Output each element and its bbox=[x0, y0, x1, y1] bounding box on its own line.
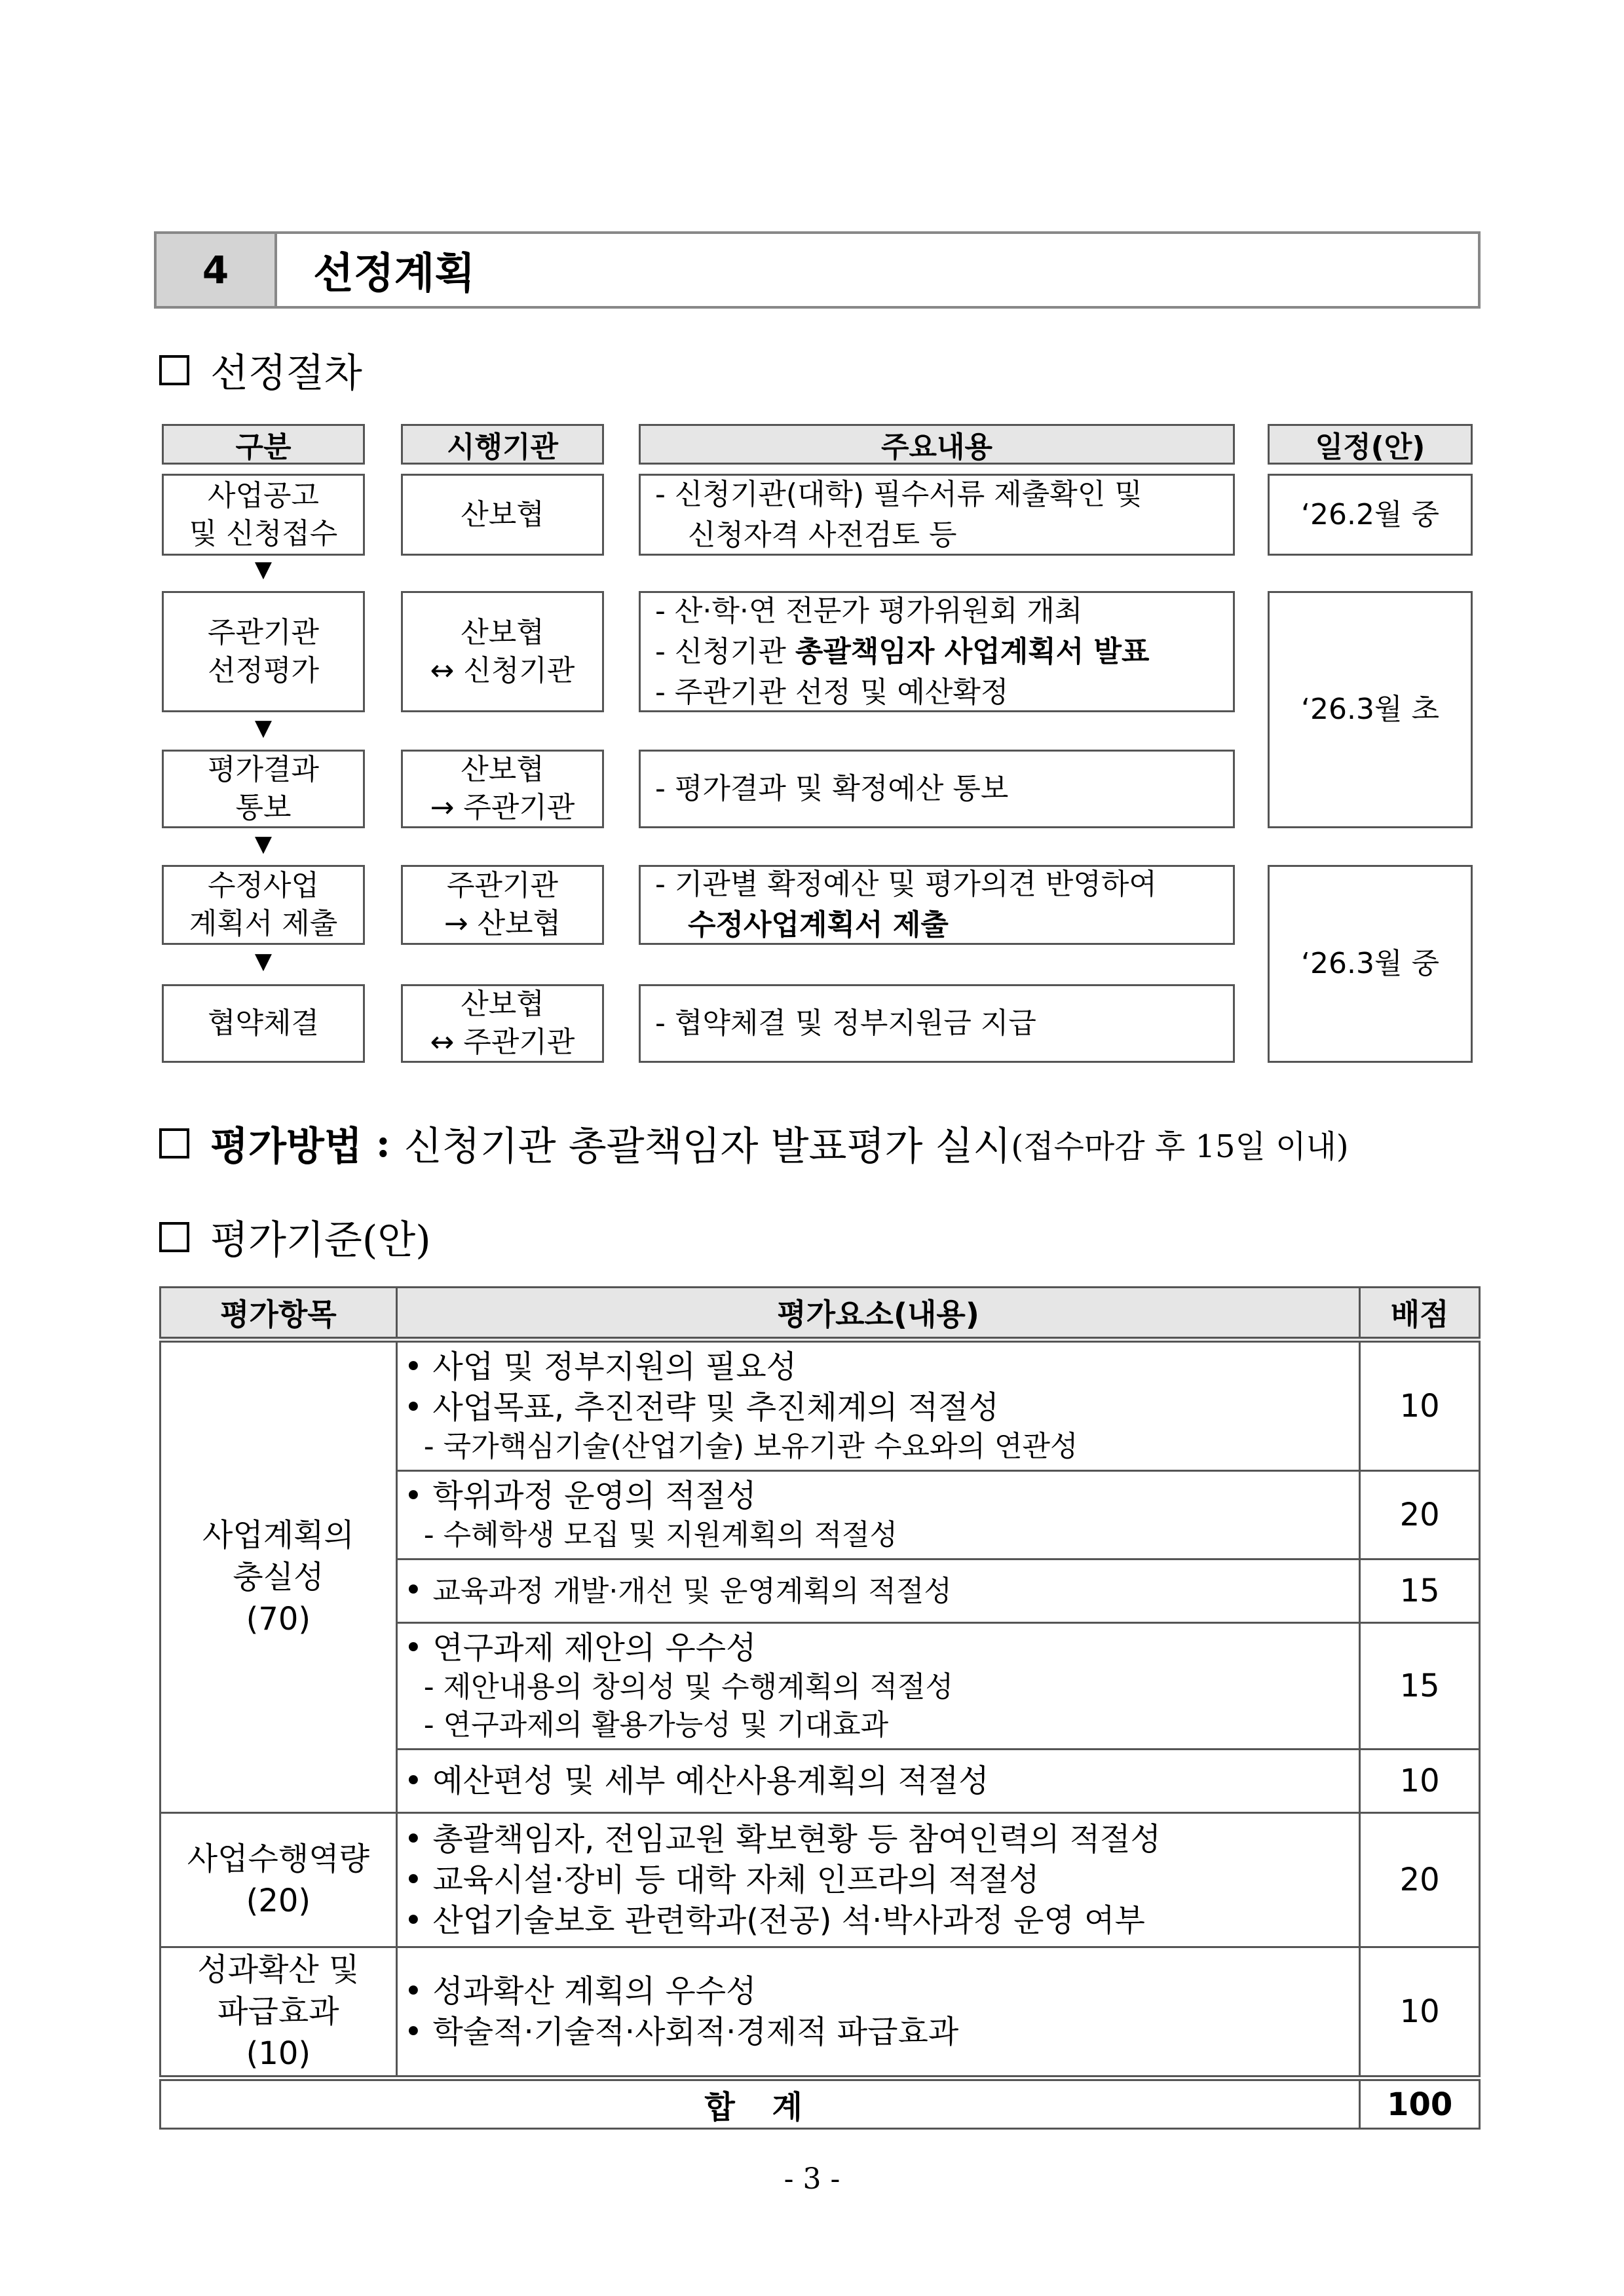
proc-agency-line: 산보협 bbox=[461, 497, 544, 531]
proc-agency-cell bbox=[401, 865, 604, 945]
bullet-item bbox=[404, 1628, 1353, 1668]
criteria-items-cell bbox=[396, 1340, 1360, 1471]
method-text: 신청기관 총괄책임자 발표평가 실시 bbox=[404, 1124, 1011, 1170]
bullet-item bbox=[404, 1860, 1353, 1900]
dash-item bbox=[404, 1668, 1353, 1706]
checkbox-square-icon bbox=[159, 1222, 189, 1252]
proc-content-cell bbox=[639, 591, 1235, 712]
proc-agency-cell bbox=[401, 750, 604, 828]
proc-content-line: - 산·학·연 전문가 평가위원회 개최 bbox=[655, 594, 1083, 628]
bullet-icon: • bbox=[404, 1349, 423, 1385]
checkbox-square-icon bbox=[159, 355, 189, 385]
proc-schedule-cell: ‘26.3월 중 bbox=[1268, 865, 1473, 1063]
proc-agency-line: → 산보협 bbox=[444, 907, 561, 940]
bullet-item bbox=[404, 1900, 1353, 1941]
bullet-text: 사업 및 정부지원의 필요성 bbox=[432, 1349, 797, 1385]
bullet-text: 예산편성 및 세부 예산사용계획의 적절성 bbox=[432, 1763, 989, 1799]
dash-item bbox=[404, 1516, 1353, 1554]
criteria-score-cell: 15 bbox=[1360, 1559, 1480, 1623]
criteria-heading bbox=[159, 1211, 431, 1263]
criteria-score-cell: 20 bbox=[1360, 1813, 1480, 1947]
criteria-category-cell bbox=[161, 1813, 397, 1947]
category-points: (10) bbox=[246, 2035, 311, 2072]
down-arrow-icon: ▼ bbox=[254, 831, 273, 857]
proc-content-bold: 총괄책임자 사업계획서 발표 bbox=[795, 634, 1150, 668]
proc-agency-line: → 주관기관 bbox=[430, 791, 575, 824]
proc-category-line: 협약체결 bbox=[207, 1006, 319, 1040]
criteria-items-cell bbox=[396, 1947, 1360, 2078]
bullet-item bbox=[404, 1971, 1353, 2012]
proc-header-schedule: 일정(안) bbox=[1268, 424, 1473, 465]
criteria-header-item: 평가항목 bbox=[161, 1288, 397, 1340]
total-label: 합 계 bbox=[161, 2078, 1360, 2129]
dash-icon: - bbox=[423, 1708, 444, 1742]
dash-item bbox=[404, 1428, 1353, 1466]
proc-category-line: 수정사업 bbox=[207, 869, 319, 902]
procedure-heading bbox=[159, 344, 362, 396]
proc-content-cell bbox=[639, 984, 1235, 1063]
bullet-icon: • bbox=[404, 2014, 423, 2050]
criteria-category-cell bbox=[161, 1340, 397, 1813]
proc-content-line: - 평가결과 및 확정예산 통보 bbox=[655, 772, 1009, 805]
criteria-score-cell: 10 bbox=[1360, 1947, 1480, 2078]
proc-category-cell bbox=[162, 984, 365, 1063]
proc-category-line: 선정평가 bbox=[207, 653, 319, 687]
proc-agency-line: 산보협 bbox=[461, 753, 544, 786]
proc-header-category: 구분 bbox=[162, 424, 365, 465]
proc-content-text: - 신청기관 bbox=[655, 634, 795, 668]
bullet-icon: • bbox=[404, 1821, 423, 1858]
section-title: 선정계획 bbox=[313, 250, 476, 298]
proc-category-line: 평가결과 bbox=[207, 753, 319, 786]
method-colon: : bbox=[362, 1120, 404, 1166]
bullet-text: 교육시설·장비 등 대학 자체 인프라의 적절성 bbox=[432, 1862, 1040, 1898]
dash-icon: - bbox=[423, 1518, 444, 1552]
proc-content-line bbox=[655, 632, 1233, 672]
criteria-heading-text: 평가기준(안) bbox=[210, 1217, 431, 1263]
proc-category-line: 및 신청접수 bbox=[189, 516, 338, 550]
method-heading bbox=[159, 1117, 1349, 1170]
dash-item bbox=[404, 1706, 1353, 1744]
category-points: (70) bbox=[246, 1601, 311, 1637]
bullet-text: 총괄책임자, 전임교원 확보현황 등 참여인력의 적절성 bbox=[432, 1821, 1161, 1858]
proc-agency-line: ↔ 주관기관 bbox=[430, 1025, 575, 1059]
category-name-line: 파급효과 bbox=[217, 1993, 339, 2030]
checkbox-square-icon bbox=[159, 1128, 189, 1158]
down-arrow-icon: ▼ bbox=[254, 715, 273, 741]
table-row bbox=[161, 1813, 1480, 1947]
procedure-heading-text: 선정절차 bbox=[210, 351, 362, 396]
category-name-line: 충실성 bbox=[233, 1559, 324, 1596]
proc-category-line: 계획서 제출 bbox=[189, 907, 338, 940]
method-note: (접수마감 후 15일 이내) bbox=[1011, 1128, 1349, 1165]
bullet-text: 산업기술보호 관련학과(전공) 석·박사과정 운영 여부 bbox=[432, 1902, 1145, 1939]
down-arrow-icon: ▼ bbox=[254, 556, 273, 583]
bullet-icon: • bbox=[404, 1630, 423, 1666]
proc-agency-line: 산보협 bbox=[461, 987, 544, 1021]
proc-agency-cell bbox=[401, 474, 604, 556]
proc-schedule-cell: ‘26.2월 중 bbox=[1268, 474, 1473, 556]
bullet-icon: • bbox=[404, 1763, 423, 1799]
proc-schedule-cell: ‘26.3월 초 bbox=[1268, 591, 1473, 828]
proc-category-cell bbox=[162, 591, 365, 712]
method-label: 평가방법 bbox=[210, 1124, 362, 1170]
criteria-score-cell: 20 bbox=[1360, 1471, 1480, 1559]
criteria-score-cell: 10 bbox=[1360, 1340, 1480, 1471]
criteria-items-cell bbox=[396, 1813, 1360, 1947]
proc-content-cell bbox=[639, 474, 1235, 556]
proc-agency-cell bbox=[401, 591, 604, 712]
proc-content-line bbox=[655, 905, 1233, 946]
proc-agency-line: 산보협 bbox=[461, 615, 544, 649]
criteria-header-score: 배점 bbox=[1360, 1288, 1480, 1340]
proc-header-agency: 시행기관 bbox=[401, 424, 604, 465]
dash-text: 국가핵심기술(산업기술) 보유기관 수요와의 연관성 bbox=[443, 1430, 1078, 1463]
category-points: (20) bbox=[246, 1883, 311, 1919]
bullet-text: 사업목표, 추진전략 및 추진체계의 적절성 bbox=[432, 1389, 999, 1426]
proc-header-content: 주요내용 bbox=[639, 424, 1235, 465]
proc-category-cell bbox=[162, 474, 365, 556]
proc-content-bold: 수정사업계획서 제출 bbox=[688, 908, 949, 942]
bullet-item bbox=[404, 1819, 1353, 1860]
bullet-icon: • bbox=[404, 1862, 423, 1898]
dash-icon: - bbox=[423, 1430, 444, 1463]
bullet-icon: • bbox=[404, 1478, 423, 1514]
proc-content-line: - 협약체결 및 정부지원금 지급 bbox=[655, 1006, 1036, 1040]
proc-category-line: 사업공고 bbox=[207, 478, 319, 512]
section-header bbox=[154, 231, 1481, 309]
proc-content-cell bbox=[639, 750, 1235, 828]
criteria-category-cell bbox=[161, 1947, 397, 2078]
bullet-text: 연구과제 제안의 우수성 bbox=[432, 1630, 757, 1666]
proc-agency-cell bbox=[401, 984, 604, 1063]
category-name-line: 성과확산 및 bbox=[197, 1951, 360, 1988]
criteria-items-cell bbox=[396, 1471, 1360, 1559]
criteria-table bbox=[159, 1286, 1481, 2130]
criteria-score-cell: 10 bbox=[1360, 1750, 1480, 1813]
proc-category-cell bbox=[162, 750, 365, 828]
proc-agency-line: ↔ 신청기관 bbox=[430, 653, 575, 687]
dash-text: 수혜학생 모집 및 지원계획의 적절성 bbox=[443, 1518, 898, 1552]
page-number: - 3 - bbox=[784, 2162, 840, 2196]
down-arrow-icon: ▼ bbox=[254, 948, 273, 974]
proc-content-line: - 주관기관 선정 및 예산확정 bbox=[655, 675, 1009, 709]
bullet-text: 성과확산 계획의 우수성 bbox=[432, 1973, 757, 2010]
table-row bbox=[161, 1340, 1480, 1471]
proc-category-cell bbox=[162, 865, 365, 945]
criteria-items-cell bbox=[396, 1559, 1360, 1623]
proc-content-cell bbox=[639, 865, 1235, 945]
dash-icon: - bbox=[423, 1670, 444, 1704]
category-name-line: 사업계획의 bbox=[202, 1517, 354, 1554]
category-name-line: 사업수행역량 bbox=[187, 1841, 369, 1877]
bullet-icon: • bbox=[404, 1902, 423, 1939]
bullet-text: 교육과정 개발·개선 및 운영계획의 적절성 bbox=[432, 1575, 952, 1608]
bullet-item bbox=[404, 1570, 1353, 1612]
bullet-icon: • bbox=[404, 1389, 423, 1426]
bullet-item bbox=[404, 1347, 1353, 1387]
proc-agency-line: 주관기관 bbox=[446, 869, 558, 902]
table-row bbox=[161, 1947, 1480, 2078]
dash-text: 연구과제의 활용가능성 및 기대효과 bbox=[443, 1708, 889, 1742]
proc-content-line: - 기관별 확정예산 및 평가의견 반영하여 bbox=[655, 868, 1157, 901]
bullet-item bbox=[404, 1761, 1353, 1801]
criteria-score-cell: 15 bbox=[1360, 1623, 1480, 1750]
proc-category-line: 주관기관 bbox=[207, 615, 319, 649]
bullet-icon: • bbox=[404, 1973, 423, 2010]
section-number: 4 bbox=[157, 234, 277, 306]
proc-content-line: 신청자격 사전검토 등 bbox=[688, 518, 957, 552]
proc-category-line: 통보 bbox=[235, 791, 292, 824]
bullet-item bbox=[404, 2012, 1353, 2052]
criteria-items-cell bbox=[396, 1750, 1360, 1813]
bullet-icon: • bbox=[404, 1572, 423, 1609]
dash-text: 제안내용의 창의성 및 수행계획의 적절성 bbox=[443, 1670, 954, 1704]
criteria-items-cell bbox=[396, 1623, 1360, 1750]
criteria-header-element: 평가요소(내용) bbox=[396, 1288, 1360, 1340]
bullet-text: 학술적·기술적·사회적·경제적 파급효과 bbox=[432, 2014, 959, 2050]
criteria-header-row bbox=[161, 1288, 1480, 1340]
proc-content-line: - 신청기관(대학) 필수서류 제출확인 및 bbox=[655, 477, 1142, 511]
bullet-item bbox=[404, 1387, 1353, 1428]
bullet-text: 학위과정 운영의 적절성 bbox=[432, 1478, 757, 1514]
total-row bbox=[161, 2078, 1480, 2129]
bullet-item bbox=[404, 1476, 1353, 1516]
total-score: 100 bbox=[1360, 2078, 1480, 2129]
